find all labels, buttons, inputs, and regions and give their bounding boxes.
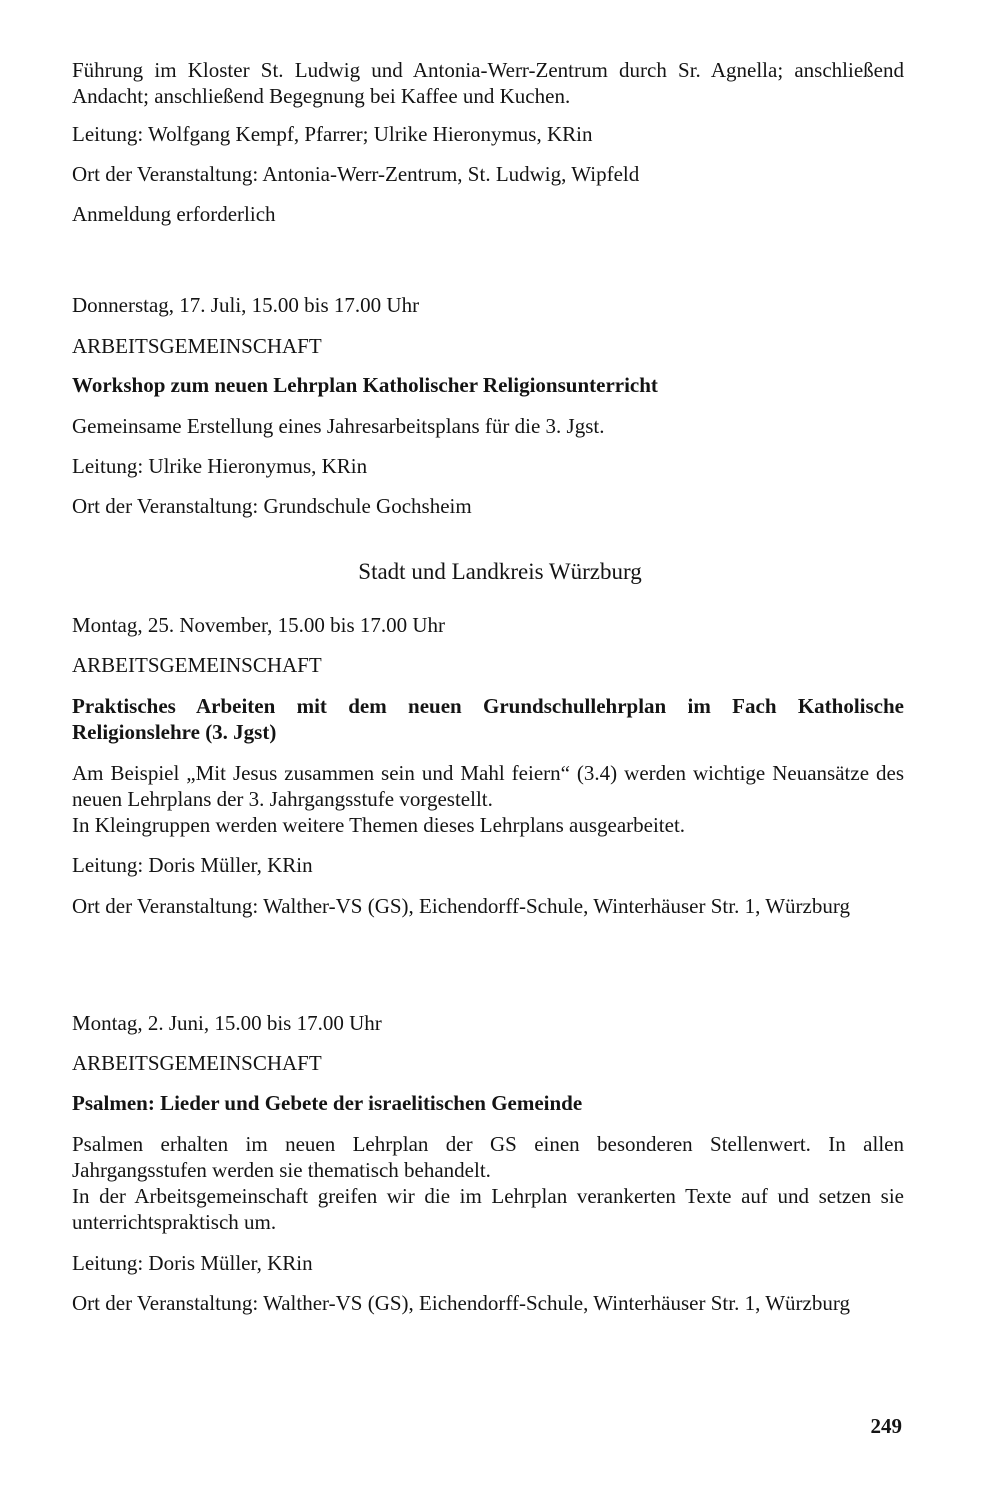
event3-leitung: Leitung: Doris Müller, KRin xyxy=(72,1251,313,1275)
event2-title: Praktisches Arbeiten mit dem neuen Grundschullehrplan im Fach Katholische Religionslehre (3. Jgst) xyxy=(72,694,904,744)
event2-date: Montag, 25. November, 15.00 bis 17.00 Uhr xyxy=(72,613,446,637)
block1-leitung: Leitung: Wolfgang Kempf, Pfarrer; Ulrike Hieronymus, KRin xyxy=(72,122,593,146)
event1-description: Gemeinsame Erstellung eines Jahresarbeitsplans für die 3. Jgst. xyxy=(72,414,605,438)
event2-ort: Ort der Veranstaltung: Walther-VS (GS), Eichendorff-Schule, Winterhäuser Str. 1, Würzburg xyxy=(72,894,850,918)
event1-title: Workshop zum neuen Lehrplan Katholischer Religionsunterricht xyxy=(72,373,658,397)
event3-date: Montag, 2. Juni, 15.00 bis 17.00 Uhr xyxy=(72,1011,382,1035)
event1-leitung: Leitung: Ulrike Hieronymus, KRin xyxy=(72,454,368,478)
block1-ort: Ort der Veranstaltung: Antonia-Werr-Zentrum, St. Ludwig, Wipfeld xyxy=(72,162,640,186)
section-heading: Stadt und Landkreis Würzburg xyxy=(358,559,642,584)
event2-description-2: In Kleingruppen werden weitere Themen dieses Lehrplans ausgearbeitet. xyxy=(72,813,686,837)
block1-description: Führung im Kloster St. Ludwig und Antonia-Werr-Zentrum durch Sr. Agnella; anschließend Andacht; anschließend Begegnung bei Kaffee und Kuchen. xyxy=(72,58,904,108)
block1-anmeldung: Anmeldung erforderlich xyxy=(72,202,276,226)
event3-type: ARBEITSGEMEINSCHAFT xyxy=(72,1051,322,1075)
event1-ort: Ort der Veranstaltung: Grundschule Gochsheim xyxy=(72,494,472,518)
event2-description-1: Am Beispiel „Mit Jesus zusammen sein und Mahl feiern“ (3.4) werden wichtige Neuansätze des neuen Lehrplans der 3. Jahrgangsstufe vorgestellt. xyxy=(72,761,904,811)
event3-ort: Ort der Veranstaltung: Walther-VS (GS), Eichendorff-Schule, Winterhäuser Str. 1, Würzburg xyxy=(72,1291,850,1315)
page-number: 249 xyxy=(870,1414,902,1438)
event1-type: ARBEITSGEMEINSCHAFT xyxy=(72,334,322,358)
event3-description-2: In der Arbeitsgemeinschaft greifen wir die im Lehrplan verankerten Texte auf und setzen sie unterrichtspraktisch um. xyxy=(72,1184,904,1234)
event2-leitung: Leitung: Doris Müller, KRin xyxy=(72,853,313,877)
event2-type: ARBEITSGEMEINSCHAFT xyxy=(72,653,322,677)
event1-date: Donnerstag, 17. Juli, 15.00 bis 17.00 Uhr xyxy=(72,293,420,317)
event3-title: Psalmen: Lieder und Gebete der israelitischen Gemeinde xyxy=(72,1091,583,1115)
event3-description-1: Psalmen erhalten im neuen Lehrplan der GS einen besonderen Stellenwert. In allen Jahrgangsstufen werden sie thematisch behandelt. xyxy=(72,1132,904,1182)
